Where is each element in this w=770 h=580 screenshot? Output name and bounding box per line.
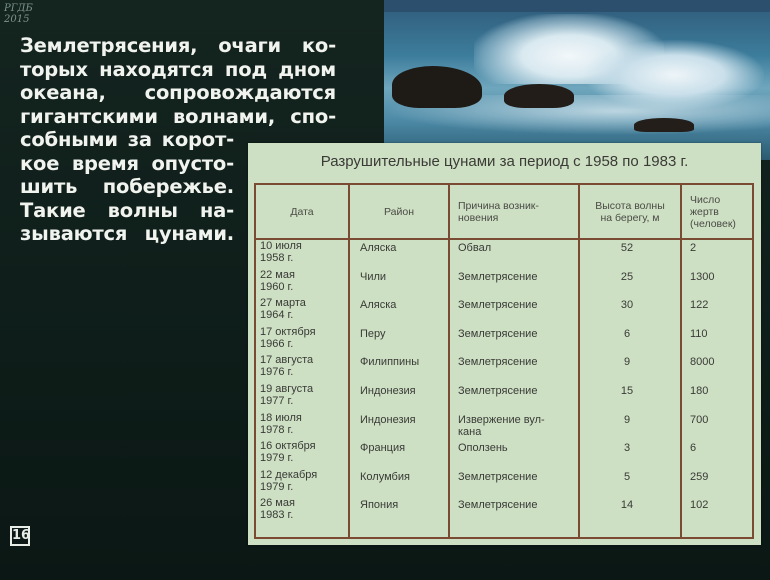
cell-height: 9 [623, 356, 631, 369]
cell-region: Япония [360, 499, 399, 512]
cell-region: Индонезия [360, 385, 416, 397]
cell-victims: 8000 [690, 356, 715, 369]
cell-height: 30 [620, 299, 634, 312]
cell-victims: 110 [690, 327, 708, 340]
cell-date: 22 мая 1960 г. [260, 268, 295, 293]
cell-victims: 180 [690, 385, 709, 397]
cell-region: Филиппины [360, 356, 420, 369]
cell-cause: Землетрясение [458, 356, 538, 369]
header-region: Район [384, 205, 414, 218]
cell-region: Аляска [360, 242, 397, 254]
cell-victims: 2 [690, 242, 697, 254]
table-row [256, 383, 752, 412]
ocean-wave-photo [384, 0, 770, 160]
table-row [256, 412, 752, 441]
cell-region: Перу [360, 327, 386, 340]
cell-date: 12 декабря 1979 г. [260, 468, 318, 493]
caption-line: зываются цунами. [20, 222, 234, 245]
cell-cause: Оползень [458, 442, 508, 455]
cell-victims: 122 [690, 299, 709, 312]
cell-cause: Землетрясение [458, 385, 538, 397]
caption-line: торых находятся под дном [20, 57, 336, 81]
cell-height: 5 [623, 470, 631, 483]
cell-victims: 1300 [690, 270, 715, 283]
header-height: Высота волны на берегу, м [595, 199, 665, 224]
cell-cause: Землетрясение [458, 470, 538, 483]
table-header [256, 185, 752, 240]
cell-victims: 6 [690, 442, 697, 455]
caption-line: кое время опусто- [20, 151, 234, 175]
cell-cause: Землетрясение [458, 327, 538, 340]
header-cause: Причина возник- новения [458, 199, 539, 224]
caption-line: гигантскими волнами, спо- [20, 104, 336, 128]
table-row [256, 354, 752, 383]
page-number: 16 [10, 526, 30, 546]
watermark-line-2: 2015 [4, 14, 30, 25]
cell-date: 17 октября 1966 г. [260, 325, 316, 350]
table-row [256, 269, 752, 298]
cell-region: Франция [360, 442, 406, 455]
header-victims: Число жертв (человек) [690, 193, 736, 230]
cell-region: Аляска [360, 299, 397, 312]
watermark-line-1: РГДБ [4, 3, 33, 14]
caption-line: шить побережье. [20, 175, 234, 198]
cell-region: Чили [360, 270, 387, 283]
cell-height: 52 [620, 242, 634, 254]
cell-cause: Землетрясение [458, 499, 538, 512]
cell-date: 26 мая 1983 г. [260, 497, 295, 522]
table-row [256, 297, 752, 326]
tsunami-table [254, 183, 754, 539]
cell-date: 27 марта 1964 г. [260, 297, 306, 322]
cell-victims: 700 [690, 413, 709, 426]
cell-cause: Землетрясение [458, 270, 538, 283]
cell-cause: Извержение вул- кана [458, 413, 545, 438]
header-date: Дата [290, 205, 314, 218]
cell-height: 15 [620, 385, 634, 397]
tsunami-table-card [248, 143, 761, 545]
cell-victims: 259 [690, 470, 709, 483]
table-row [256, 240, 752, 269]
cell-region: Индонезия [360, 413, 416, 426]
cell-region: Колумбия [360, 470, 410, 483]
table-row [256, 440, 752, 469]
cell-height: 14 [620, 499, 634, 512]
caption-line: океана, сопровождаются [20, 81, 336, 104]
caption-line: собными за корот- [20, 128, 234, 151]
cell-date: 17 августа 1976 г. [260, 354, 314, 379]
cell-date: 10 июля 1958 г. [260, 240, 302, 264]
cell-cause: Землетрясение [458, 299, 538, 312]
cell-victims: 102 [690, 499, 709, 512]
cell-date: 18 июля 1978 г. [260, 411, 302, 436]
caption-line: Такие волны на- [20, 198, 234, 222]
cell-height: 6 [623, 327, 631, 340]
table-row [256, 326, 752, 355]
caption-line: Землетрясения, очаги ко- [20, 34, 336, 57]
cell-date: 16 октября 1979 г. [260, 440, 316, 465]
watermark [4, 3, 33, 25]
cell-height: 3 [623, 442, 631, 455]
cell-date: 19 августа 1977 г. [260, 383, 314, 407]
cell-height: 25 [620, 270, 634, 283]
table-row [256, 497, 752, 526]
table-title: Разрушительные цунами за период с 1958 по 1983 г. [320, 153, 689, 170]
cell-cause: Обвал [458, 242, 492, 254]
cell-height: 9 [623, 413, 631, 426]
table-row [256, 469, 752, 498]
